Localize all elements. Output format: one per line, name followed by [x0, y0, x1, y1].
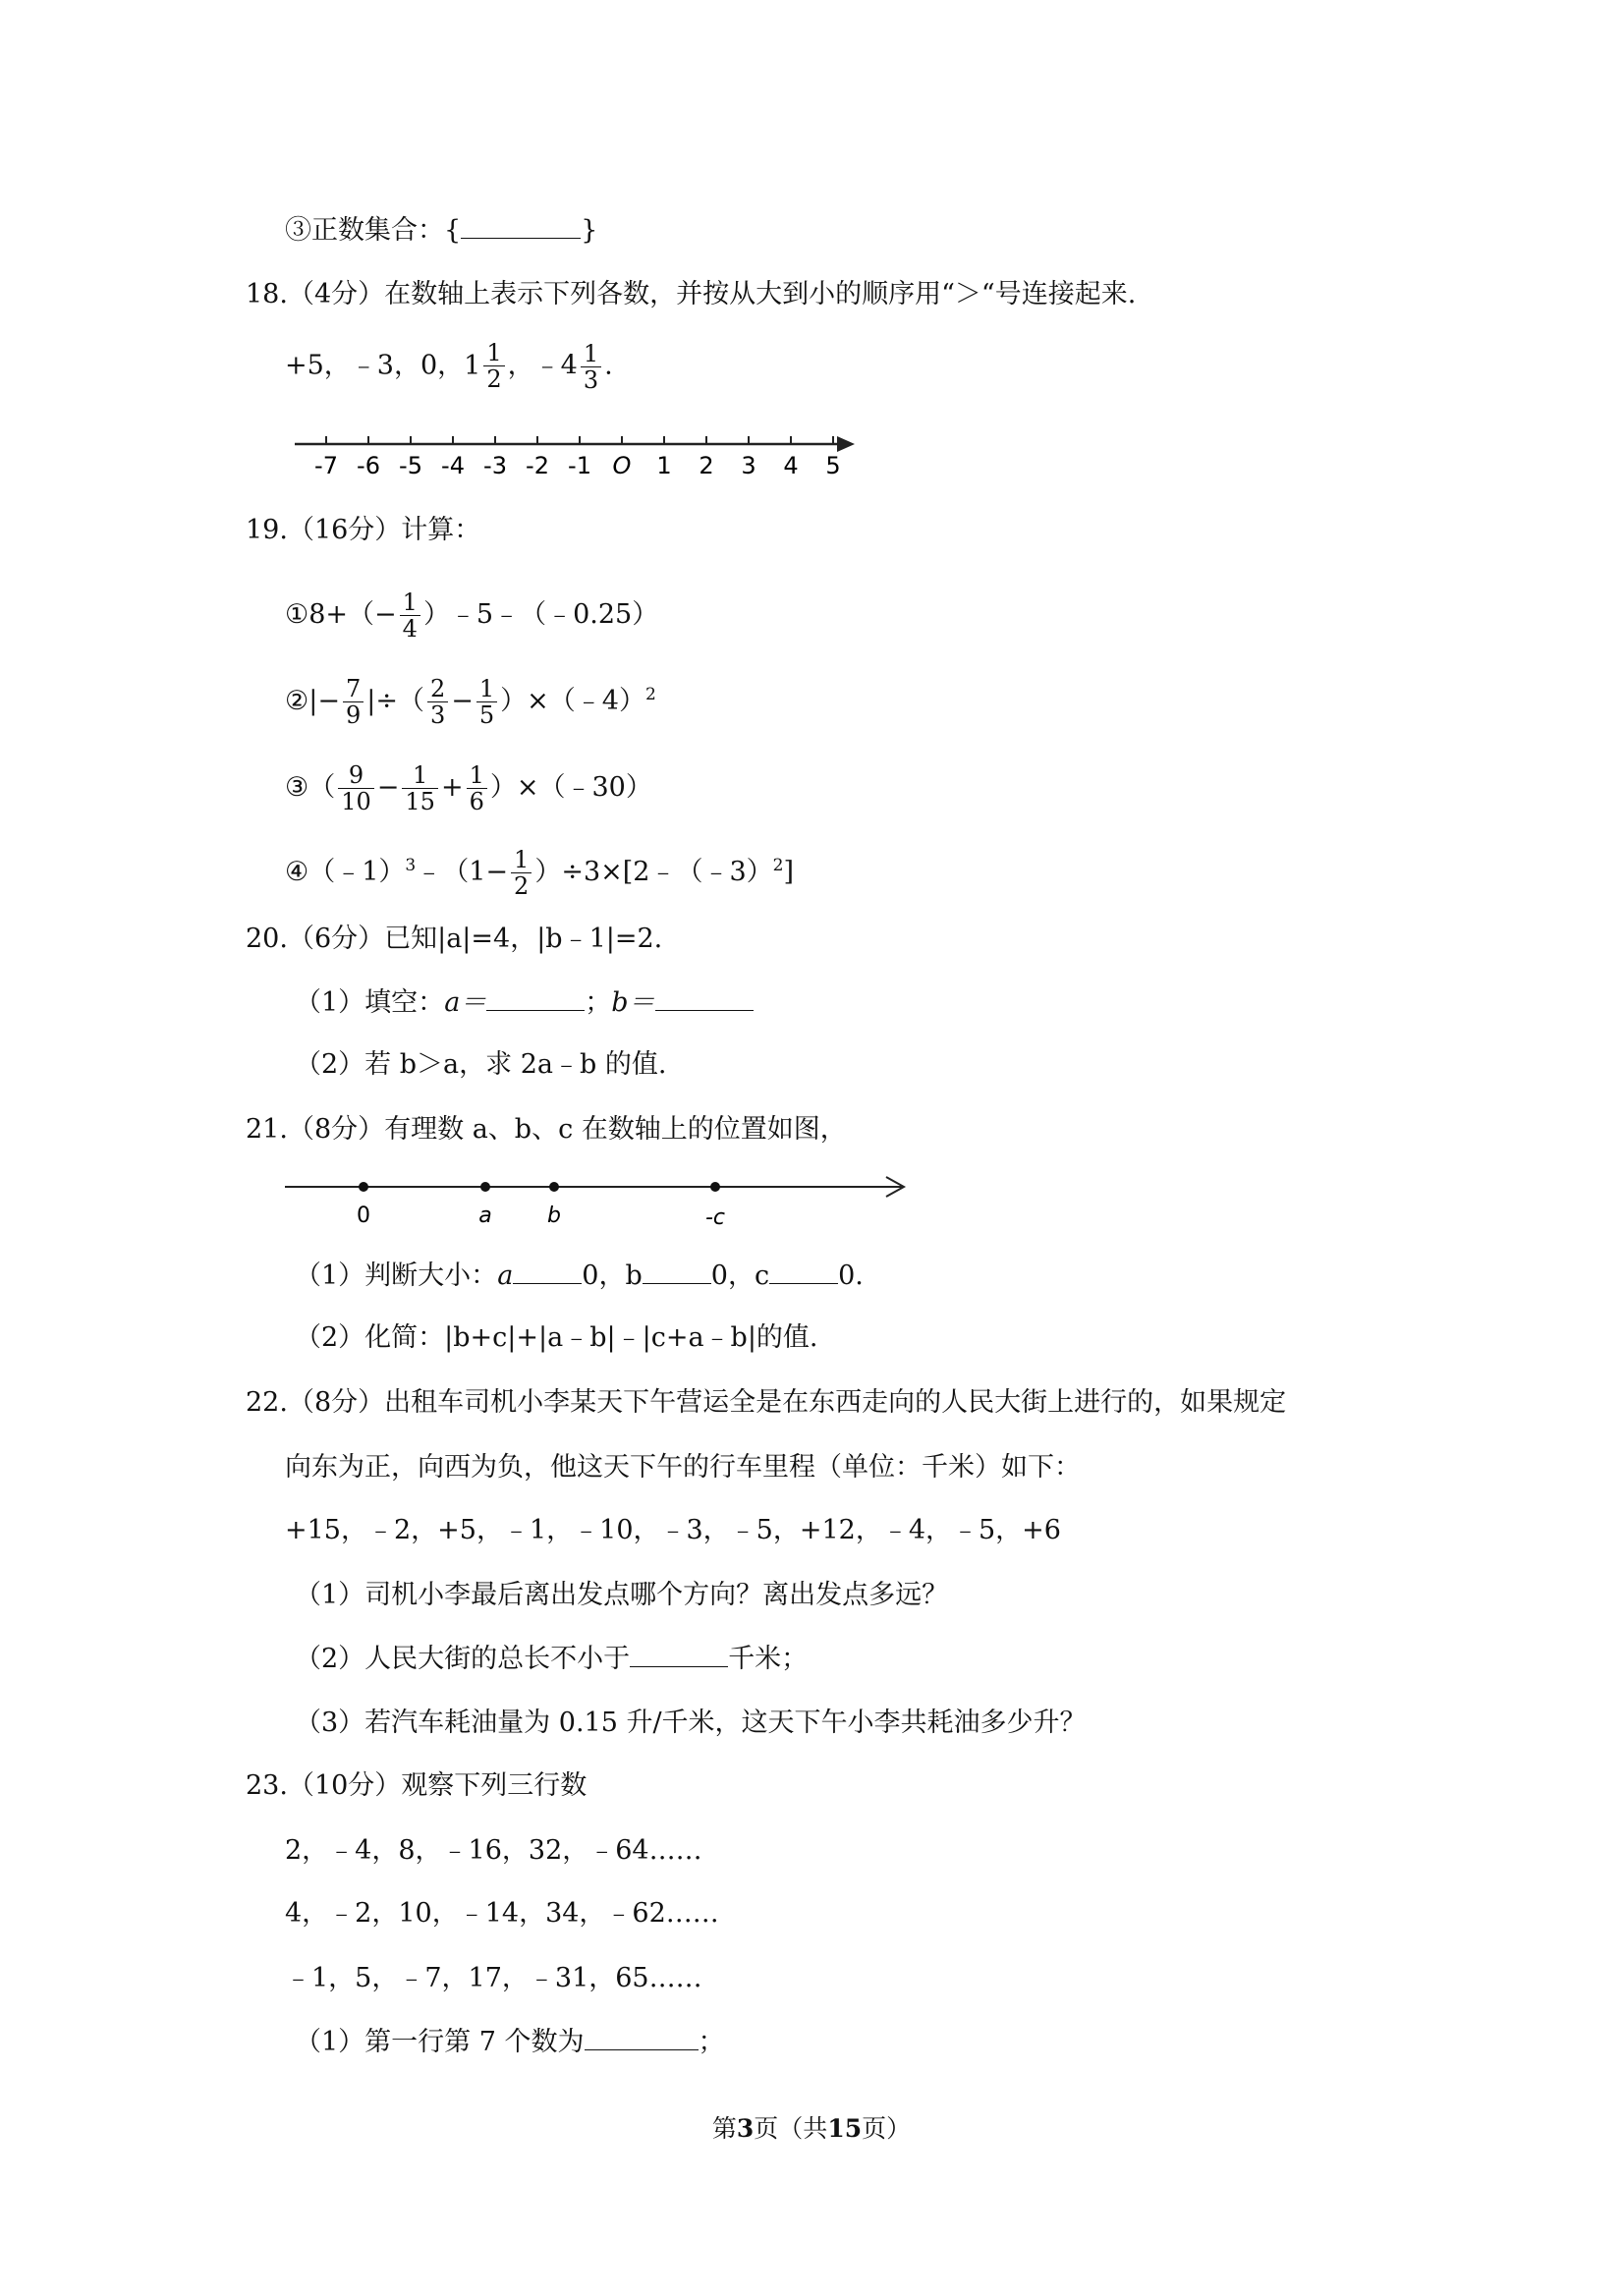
answer-blank[interactable] — [630, 1641, 728, 1667]
fraction: $\frac{2}{3}$ — [427, 676, 448, 728]
q21-part2: （2）化简：|b+c|+|a﹣b|﹣|c+a﹣b|的值. — [295, 1322, 818, 1353]
fraction: $\frac{7}{9}$ — [343, 676, 364, 728]
q22-part2: （2）人民大街的总长不小于 千米； — [295, 1641, 808, 1677]
axis-label: -2 — [526, 452, 549, 479]
answer-blank[interactable] — [486, 984, 585, 1011]
q22-part3: （3）若汽车耗油量为 0.15 升/千米，这天下午小李共耗油多少升？ — [295, 1708, 1087, 1738]
q23-stem: 23.（10分）观察下列三行数 — [246, 1770, 588, 1801]
label-a: a — [478, 1204, 492, 1228]
fraction: $\frac{1}{5}$ — [476, 676, 497, 728]
axis-label: -4 — [441, 452, 465, 479]
q19-stem: 19.（16分）计算： — [246, 515, 481, 545]
answer-blank[interactable] — [655, 984, 754, 1011]
q19-expr4: ④（﹣1）$^3$﹣（1− $\frac{1}{2}$ ）÷3×[2﹣（﹣3）$^2$] — [285, 846, 795, 900]
q20-part2: （2）若 b＞a，求 2a﹣b 的值. — [295, 1049, 667, 1080]
axis-label: 1 — [656, 452, 672, 479]
point-zero — [359, 1182, 368, 1192]
page-footer: 第3页（共15页） — [711, 2114, 912, 2143]
q23-part1: （1）第一行第 7 个数为 ； — [295, 2024, 725, 2060]
q23-row2: 4，﹣2，10，﹣14，34，﹣62…… — [285, 1898, 719, 1929]
point-neg-c — [710, 1182, 720, 1192]
q21-stem: 21.（8分）有理数 a、b、c 在数轴上的位置如图， — [246, 1114, 847, 1145]
fraction: $\frac{1}{2}$ — [511, 847, 532, 899]
axis-label: 2 — [699, 452, 714, 479]
fraction: $\frac{1}{2}$ — [483, 340, 504, 392]
number-line-q21 — [283, 1165, 912, 1234]
axis-label: -3 — [483, 452, 507, 479]
axis-label: -6 — [357, 452, 380, 479]
q22-stem-line1: 22.（8分）出租车司机小李某天下午营运全是在东西走向的人民大街上进行的，如果规定 — [246, 1387, 1287, 1418]
axis-label: 3 — [741, 452, 756, 479]
label-zero: 0 — [357, 1204, 370, 1228]
fraction: $\frac{1}{6}$ — [467, 762, 487, 814]
q18-stem: 18.（4分）在数轴上表示下列各数，并按从大到小的顺序用“＞“号连接起来. — [246, 279, 1137, 309]
fraction: $\frac{1}{4}$ — [400, 589, 420, 642]
answer-blank[interactable] — [461, 212, 581, 239]
fraction: $\frac{9}{10}$ — [338, 762, 374, 814]
q17-item3: ③正数集合：{ } — [285, 212, 597, 249]
axis-label: 4 — [783, 452, 799, 479]
label-neg-c: -c — [704, 1205, 726, 1230]
q23-row3: ﹣1，5，﹣7，17，﹣31，65…… — [285, 1963, 702, 1993]
q20-stem: 20.（6分）已知|a|=4，|b﹣1|=2. — [246, 924, 663, 954]
answer-blank[interactable] — [643, 1258, 711, 1284]
q21-part1: （1）判断大小：a 0，b 0，c 0. — [295, 1258, 864, 1294]
answer-blank[interactable] — [513, 1258, 582, 1284]
fraction: $\frac{1}{3}$ — [581, 341, 601, 393]
q23-row1: 2，﹣4，8，﹣16，32，﹣64…… — [285, 1835, 702, 1866]
answer-blank[interactable] — [769, 1258, 838, 1284]
answer-blank[interactable] — [585, 2024, 699, 2050]
q19-expr3: ③（ $\frac{9}{10}$ − $\frac{1}{15}$ + $\frac{1}{6}$ ）×（﹣30） — [285, 761, 652, 815]
q20-part1: （1）填空：a＝ ；b＝ — [295, 984, 754, 1021]
axis-label: 5 — [825, 452, 841, 479]
q22-part1: （1）司机小李最后离出发点哪个方向？离出发点多远？ — [295, 1580, 949, 1610]
axis-label: -1 — [568, 452, 591, 479]
axis-label: -7 — [314, 452, 338, 479]
q22-stem-line2: 向东为正，向西为负，他这天下午的行车里程（单位：千米）如下： — [285, 1452, 1081, 1483]
q19-expr2: ②|− $\frac{7}{9}$ |÷（ $\frac{2}{3}$ − $\frac{1}{5}$ ）×（﹣4）$^2$ — [285, 675, 656, 729]
q18-numbers: +5，﹣3，0， 1 $\frac{1}{2}$ ，﹣4 $\frac{1}{3}$ . — [285, 339, 613, 394]
number-line-q18 — [287, 422, 867, 485]
label-b: b — [547, 1204, 561, 1228]
q19-expr1: ①8+（− $\frac{1}{4}$ ）﹣5﹣（﹣0.25） — [285, 588, 659, 643]
point-a — [480, 1182, 490, 1192]
q22-data: +15，﹣2，+5，﹣1，﹣10，﹣3，﹣5，+12，﹣4，﹣5，+6 — [285, 1515, 1061, 1545]
circled-three: ③ — [285, 215, 311, 246]
point-b — [549, 1182, 559, 1192]
axis-label: -5 — [399, 452, 422, 479]
fraction: $\frac{1}{15}$ — [402, 762, 438, 814]
axis-label: O — [612, 452, 632, 479]
